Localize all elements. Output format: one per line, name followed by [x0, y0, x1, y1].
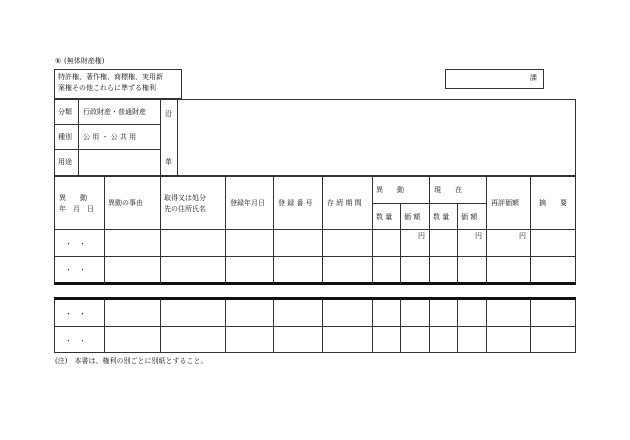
col-divider [273, 176, 274, 284]
header-acquirer-2: 先の住所氏名 [164, 205, 206, 213]
col-divider [372, 299, 373, 353]
col-divider [457, 299, 458, 353]
col-divider [486, 299, 487, 353]
category-line-2: 案権その他これらに準ずる権利 [58, 84, 156, 92]
header-idou: 異 動 [376, 186, 404, 194]
col-divider [530, 176, 531, 284]
title-label: (無体財産権) [64, 57, 105, 65]
bunrui-value: 行政財産・普通財産 [83, 108, 146, 116]
category-line-1: 特許権、著作権、商標権、実用新 [58, 73, 163, 81]
shubetsu-value: 公 用 ・ 公 共 用 [83, 133, 137, 141]
meta-divider [78, 99, 79, 176]
enkaku-label-2: 革 [165, 158, 172, 166]
col-divider [225, 299, 226, 353]
header-qty: 数 量 [376, 213, 393, 221]
col-divider [104, 176, 105, 284]
col-divider [225, 176, 226, 284]
bunrui-label: 分類 [58, 108, 72, 116]
enkaku-label-1: 沿 [165, 110, 172, 118]
col-divider [400, 299, 401, 353]
col-divider [273, 299, 274, 353]
footnote: (注) 本書は、権利の別ごとに別紙とすること。 [55, 357, 208, 365]
title-circled-number: ⑥ [55, 57, 62, 65]
header-reg-date: 登録年月日 [230, 199, 265, 207]
youto-label: 用途 [58, 158, 72, 166]
meta-divider [54, 124, 160, 125]
header-qty-2: 数 量 [433, 213, 450, 221]
col-divider [372, 176, 373, 284]
header-idou-date-2: 年 月 日 [59, 205, 94, 213]
date-placeholder: ・ ・ [65, 266, 86, 274]
header-price: 価 額 [404, 213, 421, 221]
col-divider [104, 299, 105, 353]
meta-divider [177, 99, 178, 176]
header-price-2: 価 額 [461, 213, 478, 221]
header-acquirer-1: 取得又は処分 [164, 194, 206, 202]
unit-yen-1: 円 [418, 232, 425, 240]
col-divider [160, 176, 161, 284]
date-placeholder: ・ ・ [65, 337, 86, 345]
header-duration: 存 続 期 間 [327, 199, 362, 207]
meta-divider [54, 149, 160, 150]
thick-separator [54, 297, 576, 300]
date-placeholder: ・ ・ [65, 240, 86, 248]
history-table-upper [54, 176, 576, 284]
table-row-divider [54, 256, 576, 257]
header-revalue: 再評価額 [491, 199, 519, 207]
header-remarks: 摘 要 [539, 199, 567, 207]
col-divider [400, 203, 401, 284]
meta-divider [160, 99, 161, 176]
header-reg-no: 登 録 番 号 [278, 199, 313, 207]
unit-yen-3: 円 [519, 232, 526, 240]
thick-separator [54, 282, 576, 285]
date-placeholder: ・ ・ [65, 310, 86, 318]
department-label: 課 [530, 74, 537, 82]
table-row-divider [54, 326, 576, 327]
col-divider [322, 176, 323, 284]
col-divider [160, 299, 161, 353]
header-idou-date-1: 異 動 [59, 194, 87, 202]
unit-yen-2: 円 [475, 232, 482, 240]
table-header-bottom [54, 229, 576, 230]
col-divider [530, 299, 531, 353]
shubetsu-label: 種別 [58, 133, 72, 141]
col-divider [429, 299, 430, 353]
header-reason: 異動の事由 [108, 199, 143, 207]
col-divider [429, 176, 430, 284]
col-divider [457, 203, 458, 284]
col-divider [322, 299, 323, 353]
col-divider [486, 176, 487, 284]
header-genzai: 現 在 [434, 186, 462, 194]
